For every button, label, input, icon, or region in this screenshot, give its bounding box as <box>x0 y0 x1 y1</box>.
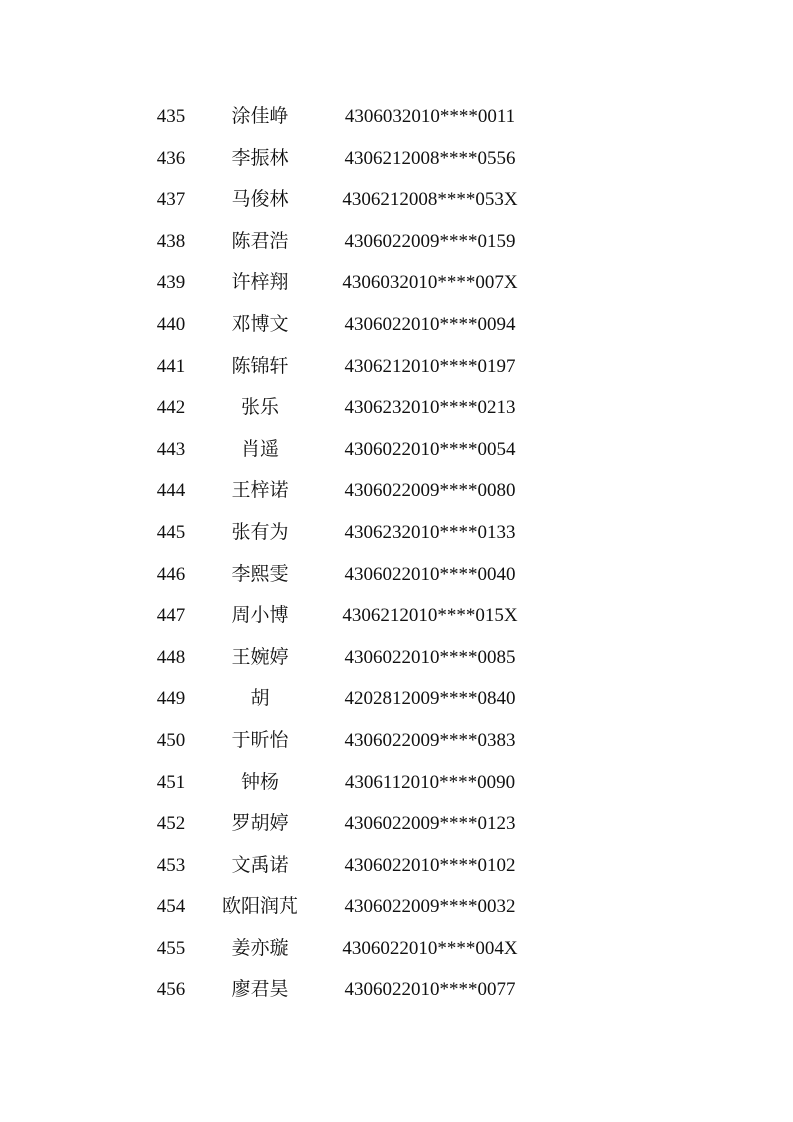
row-number: 438 <box>156 230 186 252</box>
id-number: 4306232010****0133 <box>344 521 516 543</box>
row-number: 454 <box>156 896 186 918</box>
id-number: 4306022010****0102 <box>344 854 516 876</box>
row-number: 450 <box>156 729 186 751</box>
row-number: 445 <box>156 521 186 543</box>
table-row <box>0 637 793 679</box>
table-row <box>0 387 793 429</box>
table-row <box>0 720 793 762</box>
student-name: 钟杨 <box>240 770 280 793</box>
student-name: 陈锦轩 <box>231 354 289 377</box>
student-name: 廖君昊 <box>231 978 289 1001</box>
row-number: 442 <box>156 397 186 419</box>
student-name: 马俊林 <box>231 188 289 211</box>
id-number: 4306022010****0094 <box>344 313 516 335</box>
id-number: 4306112010****0090 <box>344 771 516 793</box>
row-number: 451 <box>156 771 186 793</box>
row-number: 455 <box>156 937 186 959</box>
student-name: 王梓诺 <box>231 479 289 502</box>
student-name: 欧阳润芃 <box>221 895 299 918</box>
table-row <box>0 762 793 804</box>
id-number: 4306022009****0383 <box>344 729 516 751</box>
student-name: 文禹诺 <box>231 853 289 876</box>
row-number: 437 <box>156 189 186 211</box>
table-row <box>0 304 793 346</box>
student-name: 邓博文 <box>231 312 289 335</box>
row-number: 444 <box>156 480 186 502</box>
table-row <box>0 138 793 180</box>
row-number: 452 <box>156 813 186 835</box>
id-number: 4306032010****0011 <box>344 106 516 127</box>
student-name: 张有为 <box>231 520 289 543</box>
table-row <box>0 803 793 845</box>
id-number: 4306232010****0213 <box>344 397 516 419</box>
id-number: 4306022010****0040 <box>344 563 516 585</box>
table-row <box>0 886 793 928</box>
row-number: 449 <box>156 688 186 710</box>
table-row <box>0 595 793 637</box>
row-number: 447 <box>156 605 186 627</box>
student-name: 姜亦璇 <box>231 936 289 959</box>
id-number: 4306212010****015X <box>342 605 518 627</box>
id-number: 4306022009****0159 <box>344 230 516 252</box>
row-number: 446 <box>156 563 186 585</box>
id-number: 4306032010****007X <box>342 272 518 294</box>
table-row <box>0 346 793 388</box>
student-name: 于昕怡 <box>231 728 289 751</box>
id-number: 4306022010****0085 <box>344 646 516 668</box>
row-number: 441 <box>156 355 186 377</box>
roster-table <box>0 96 793 1011</box>
id-number: 4306022009****0080 <box>344 480 516 502</box>
student-name: 涂佳峥 <box>231 105 289 127</box>
table-row <box>0 96 793 138</box>
table-row <box>0 512 793 554</box>
row-number: 436 <box>156 147 186 169</box>
id-number: 4306022010****0077 <box>344 979 516 1001</box>
table-row <box>0 470 793 512</box>
row-number: 448 <box>156 646 186 668</box>
id-number: 4306212008****0556 <box>344 147 516 169</box>
table-row <box>0 845 793 887</box>
student-name: 胡 <box>250 687 270 710</box>
id-number: 4306022009****0032 <box>344 896 516 918</box>
student-name: 王婉婷 <box>231 645 289 668</box>
table-row <box>0 928 793 970</box>
table-row <box>0 969 793 1011</box>
table-row <box>0 262 793 304</box>
table-row <box>0 678 793 720</box>
student-name: 陈君浩 <box>231 229 289 252</box>
row-number: 440 <box>156 313 186 335</box>
row-number: 456 <box>156 979 186 1001</box>
id-number: 4306022009****0123 <box>344 813 516 835</box>
row-number: 443 <box>156 438 186 460</box>
student-name: 肖遥 <box>240 437 280 460</box>
row-number: 435 <box>156 106 186 127</box>
student-name: 周小博 <box>231 604 289 627</box>
id-number: 4306022010****0054 <box>344 438 516 460</box>
id-number: 4306212010****0197 <box>344 355 516 377</box>
table-row <box>0 179 793 221</box>
student-name: 张乐 <box>240 396 280 419</box>
student-name: 李振林 <box>231 146 289 169</box>
student-name: 许梓翔 <box>231 271 289 294</box>
student-name: 罗胡婷 <box>231 812 289 835</box>
id-number: 4306212008****053X <box>342 189 518 211</box>
table-row <box>0 221 793 263</box>
row-number: 439 <box>156 272 186 294</box>
table-row <box>0 429 793 471</box>
table-row <box>0 554 793 596</box>
student-name: 李熙雯 <box>231 562 289 585</box>
id-number: 4202812009****0840 <box>344 688 516 710</box>
id-number: 4306022010****004X <box>342 937 518 959</box>
row-number: 453 <box>156 854 186 876</box>
